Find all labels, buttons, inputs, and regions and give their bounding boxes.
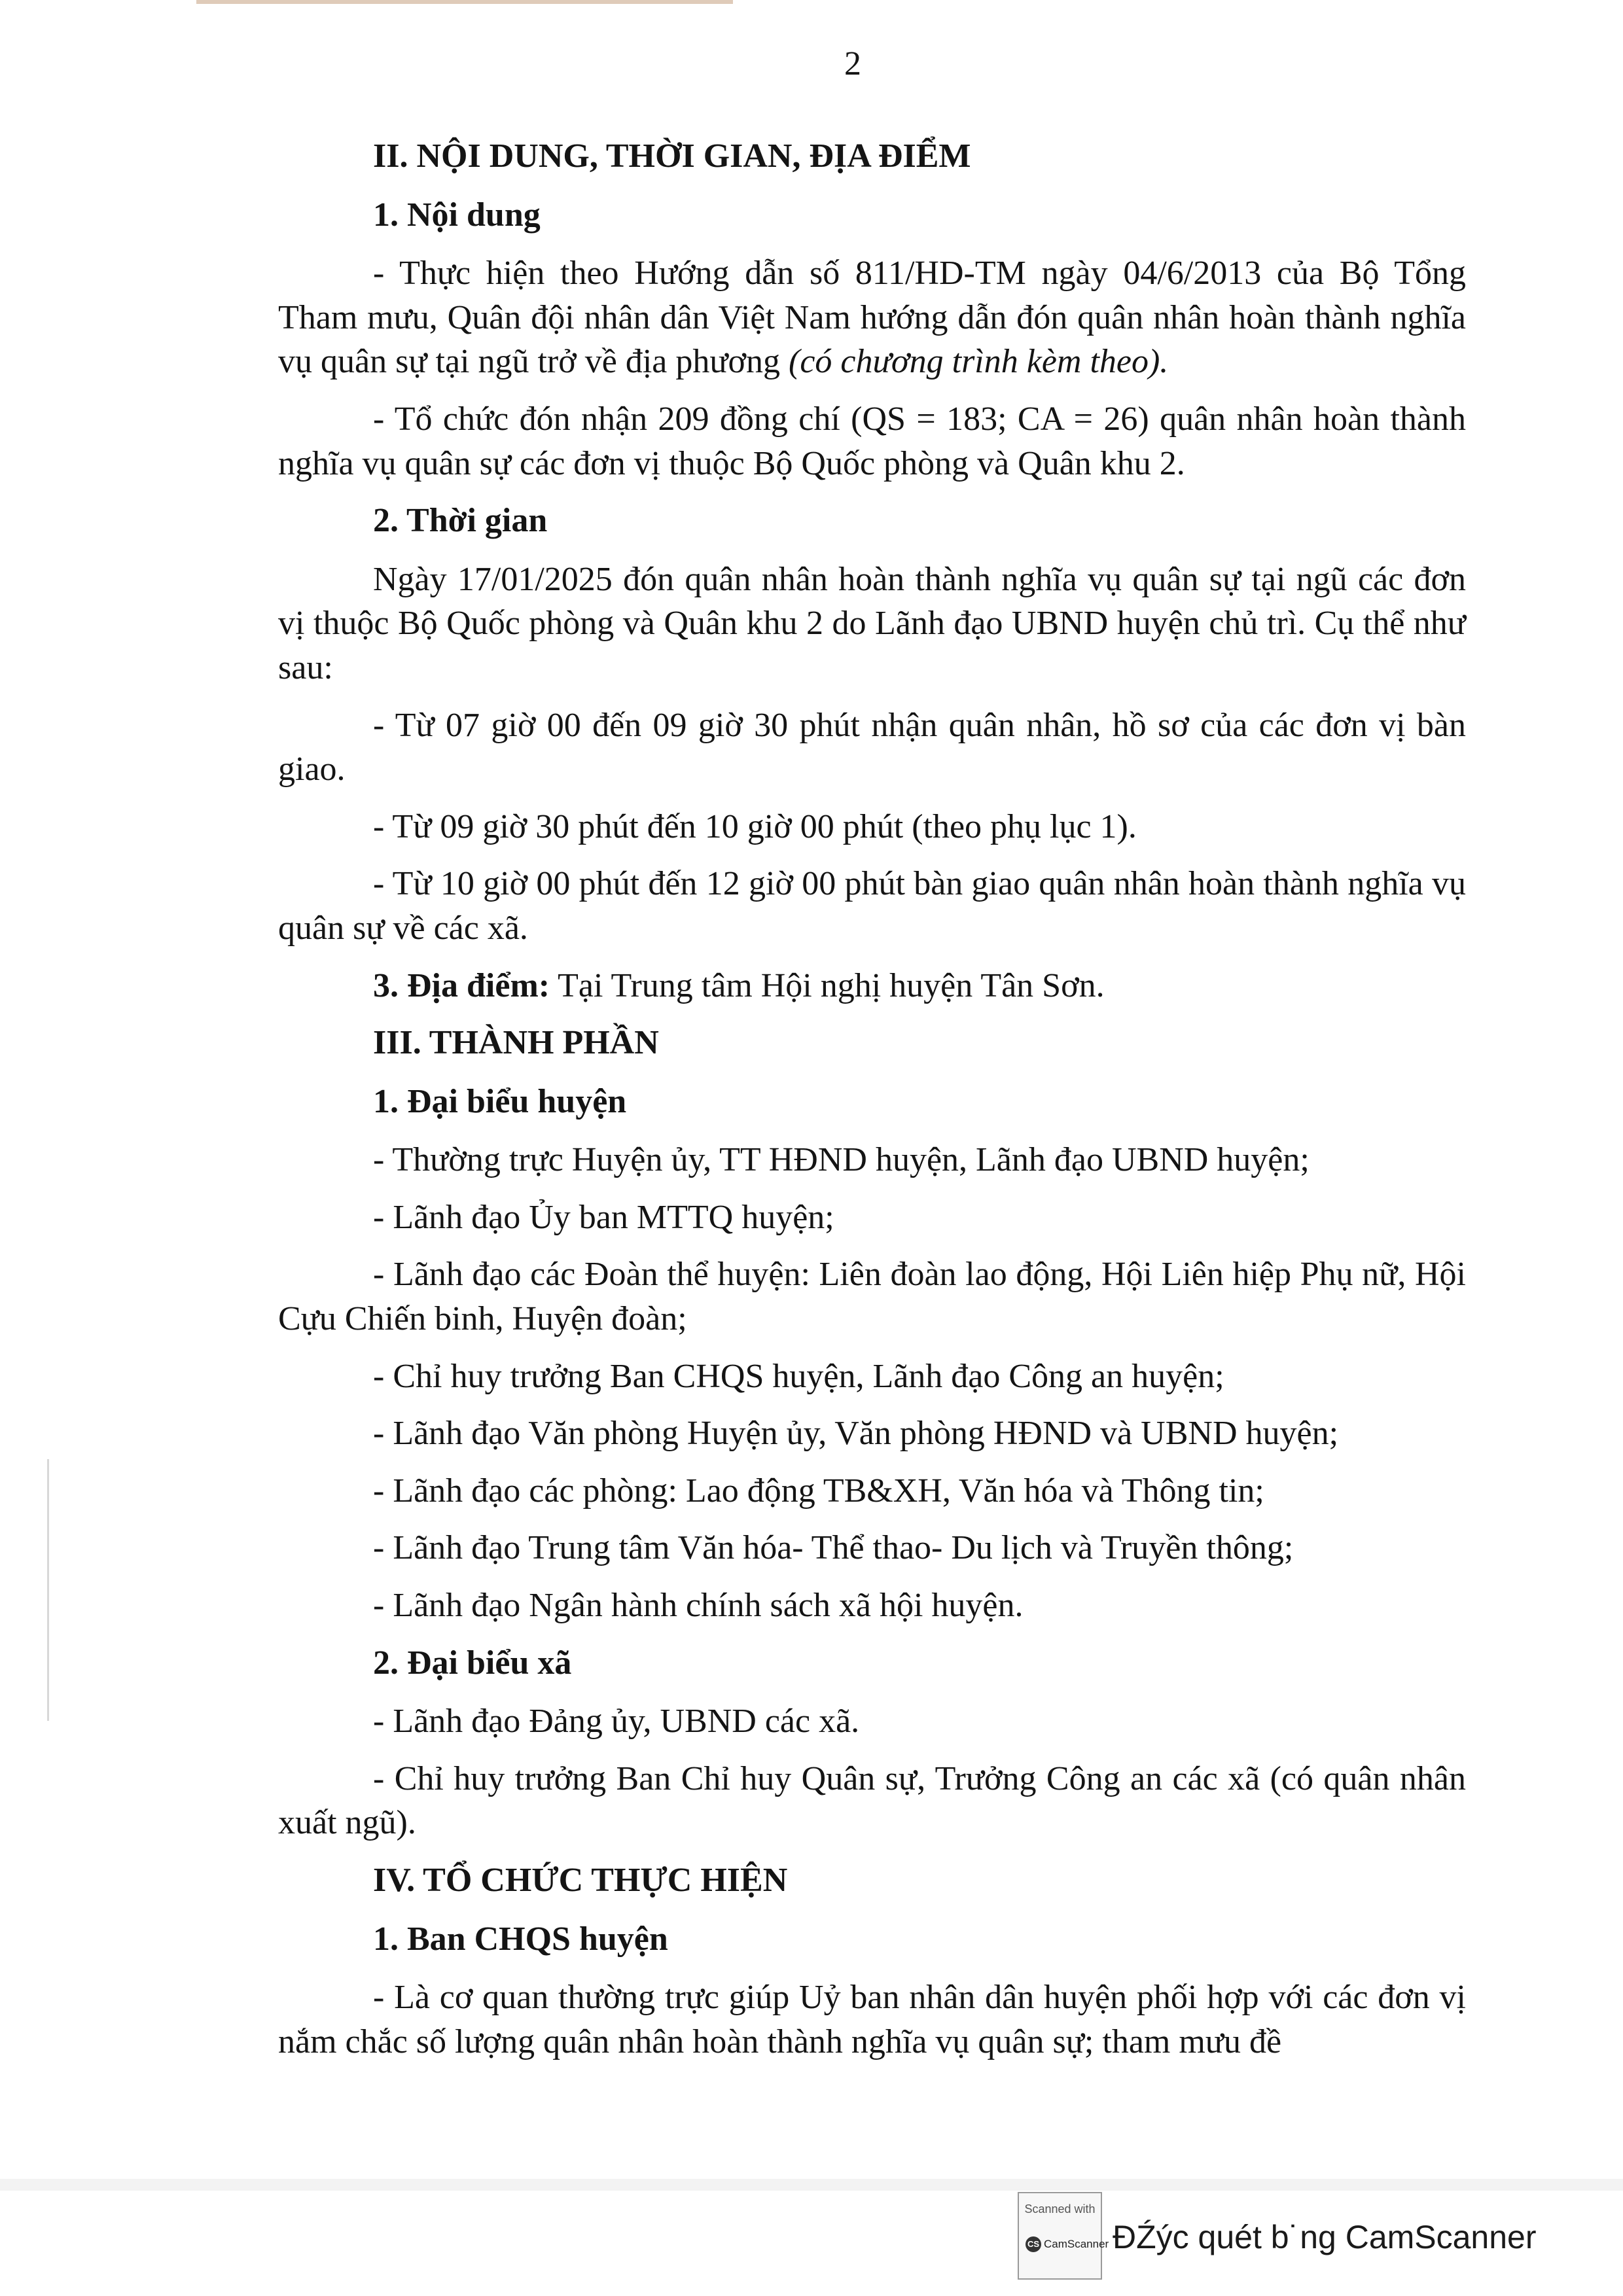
list-item: - Lãnh đạo Trung tâm Văn hóa- Thể thao- Du lịch và Truyền thông; (373, 1529, 1294, 1567)
camscanner-watermark-text: ĐŹýc quét b˙ng CamScanner (1113, 2219, 1537, 2255)
paragraph: Ngày 17/01/2025 đón quân nhân hoàn thành nghĩa vụ quân sự tại ngũ các đơn vị thuộc Bộ Quốc phòng và Quân khu 2 do Lãnh đạo UBND huyện chủ trì. Cụ thể như sau: (278, 560, 1466, 686)
list-item: - Lãnh đạo Ủy ban MTTQ huyện; (373, 1198, 834, 1236)
list-item: - Thường trực Huyện ủy, TT HĐND huyện, Lãnh đạo UBND huyện; (373, 1141, 1310, 1179)
list-item: - Lãnh đạo Văn phòng Huyện ủy, Văn phòng HĐND và UBND huyện; (373, 1415, 1339, 1453)
paragraph-italic: (có chương trình kèm theo). (789, 343, 1169, 381)
location-label: 3. Địa điểm: (373, 966, 550, 1004)
section-heading-2: II. NỘI DUNG, THỜI GIAN, ĐỊA ĐIỂM (373, 137, 971, 175)
paragraph: - Từ 10 giờ 00 phút đến 12 giờ 00 phút bàn giao quân nhân hoàn thành nghĩa vụ quân sự về các xã. (278, 865, 1466, 947)
paragraph: - Là cơ quan thường trực giúp Uỷ ban nhân dân huyện phối hợp với các đơn vị nắm chắc số lượng quân nhân hoàn thành nghĩa vụ quân sự; tham mưu đề (278, 1979, 1466, 2060)
document-body (278, 134, 1466, 2077)
subsection-heading-chqs: 1. Ban CHQS huyện (373, 1920, 668, 1958)
paragraph (278, 251, 1466, 384)
camscanner-badge-caption: Scanned with (1024, 2202, 1096, 2216)
paragraph-text: - Thực hiện theo Hướng dẫn số 811/HD-TM ngày 04/6/2013 của Bộ Tổng Tham mưu, Quân đội nhân dân Việt Nam hướng dẫn đón quân nhân hoàn thành nghĩa vụ quân sự tại ngũ trở về địa phương (278, 255, 1466, 381)
subsection-heading-time: 2. Thời gian (373, 502, 548, 540)
paragraph: - Từ 07 giờ 00 đến 09 giờ 30 phút nhận quân nhân, hồ sơ của các đơn vị bàn giao. (278, 706, 1466, 788)
section-heading-3: III. THÀNH PHẦN (373, 1024, 659, 1062)
section-heading-4: IV. TỔ CHỨC THỰC HIỆN (373, 1862, 788, 1899)
page-number: 2 (844, 45, 861, 82)
camscanner-logo-icon: CS (1026, 2236, 1041, 2252)
list-item: - Lãnh đạo Ngân hành chính sách xã hội huyện. (373, 1587, 1024, 1625)
scan-edge-mark (196, 0, 733, 4)
scan-footer-strip (0, 2179, 1623, 2191)
location-text: Tại Trung tâm Hội nghị huyện Tân Sơn. (550, 966, 1105, 1004)
subsection-heading-district-delegates: 1. Đại biểu huyện (373, 1082, 627, 1120)
list-item: - Lãnh đạo các Đoàn thể huyện: Liên đoàn lao động, Hội Liên hiệp Phụ nữ, Hội Cựu Chiến binh, Huyện đoàn; (278, 1256, 1466, 1338)
location-paragraph (278, 964, 1466, 1008)
list-item: - Chỉ huy trưởng Ban Chỉ huy Quân sự, Trưởng Công an các xã (có quân nhân xuất ngũ). (278, 1759, 1466, 1842)
scan-left-edge-mark (47, 1459, 49, 1721)
camscanner-badge (1018, 2192, 1109, 2280)
list-item: - Lãnh đạo các phòng: Lao động TB&XH, Văn hóa và Thông tin; (373, 1472, 1264, 1510)
list-item: - Lãnh đạo Đảng ủy, UBND các xã. (373, 1703, 860, 1740)
list-item: - Chỉ huy trưởng Ban CHQS huyện, Lãnh đạo Công an huyện; (373, 1357, 1224, 1395)
paragraph: - Tổ chức đón nhận 209 đồng chí (QS = 183; CA = 26) quân nhân hoàn thành nghĩa vụ quân sự các đơn vị thuộc Bộ Quốc phòng và Quân khu 2. (278, 400, 1466, 482)
camscanner-badge-brand: CamScanner (1044, 2238, 1109, 2250)
paragraph: - Từ 09 giờ 30 phút đến 10 giờ 00 phút (theo phụ lục 1). (373, 807, 1137, 845)
subsection-heading-commune-delegates: 2. Đại biểu xã (373, 1644, 572, 1682)
subsection-heading-content: 1. Nội dung (373, 196, 541, 234)
